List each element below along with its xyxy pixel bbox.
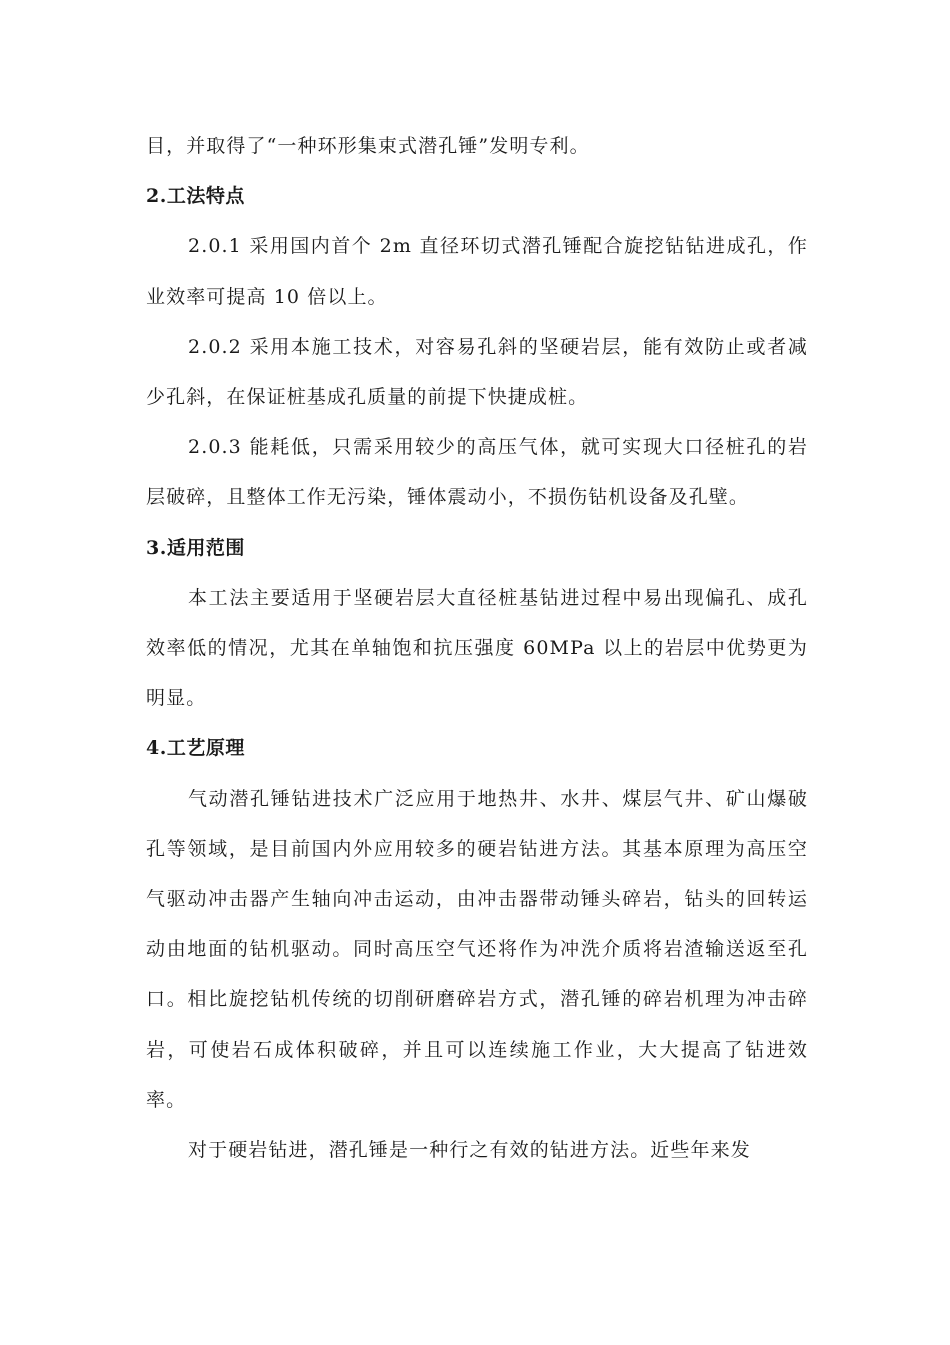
paragraph-patent-continuation: 目，并取得了“一种环形集束式潜孔锤”发明专利。	[146, 135, 590, 157]
paragraph-scope: 本工法主要适用于坚硬岩层大直径桩基钻进过程中易出现偏孔、成孔效率低的情况，尤其在单轴饱和抗压强度 60MPa 以上的岩层中优势更为明显。	[146, 586, 808, 710]
paragraph-feature-2-0-1: 2.0.1 采用国内首个 2m 直径环切式潜孔锤配合旋挖钻钻进成孔，作业效率可提高 10 倍以上。	[146, 235, 808, 308]
paragraph-feature-2-0-3: 2.0.3 能耗低，只需采用较少的高压气体，就可实现大口径桩孔的岩层破碎，且整体工作无污染，锤体震动小，不损伤钻机设备及孔壁。	[146, 436, 808, 509]
section-heading-features: 2.工法特点	[146, 185, 245, 208]
section-heading-principle: 4.工艺原理	[146, 737, 245, 760]
paragraph-principle: 气动潜孔锤钻进技术广泛应用于地热井、水井、煤层气井、矿山爆破孔等领域，是目前国内外应用较多的硬岩钻进方法。其基本原理为高压空气驱动冲击器产生轴向冲击运动，由冲击器带动锤头碎岩，钻头的回转运动由地面的钻机驱动。同时高压空气还将作为冲洗介质将岩渣输送返至孔口。相比旋挖钻机传统的切削研磨碎岩方式，潜孔锤的碎岩机理为冲击碎岩，可使岩石成体积破碎，并且可以连续施工作业，大大提高了钻进效率。	[146, 787, 808, 1111]
document-body	[146, 121, 808, 1175]
paragraph-feature-2-0-2: 2.0.2 采用本施工技术，对容易孔斜的坚硬岩层，能有效防止或者减少孔斜，在保证桩基成孔质量的前提下快捷成桩。	[146, 335, 808, 409]
paragraph-hard-rock: 对于硬岩钻进，潜孔锤是一种行之有效的钻进方法。近些年来发	[188, 1139, 751, 1162]
section-heading-scope: 3.适用范围	[146, 536, 245, 559]
